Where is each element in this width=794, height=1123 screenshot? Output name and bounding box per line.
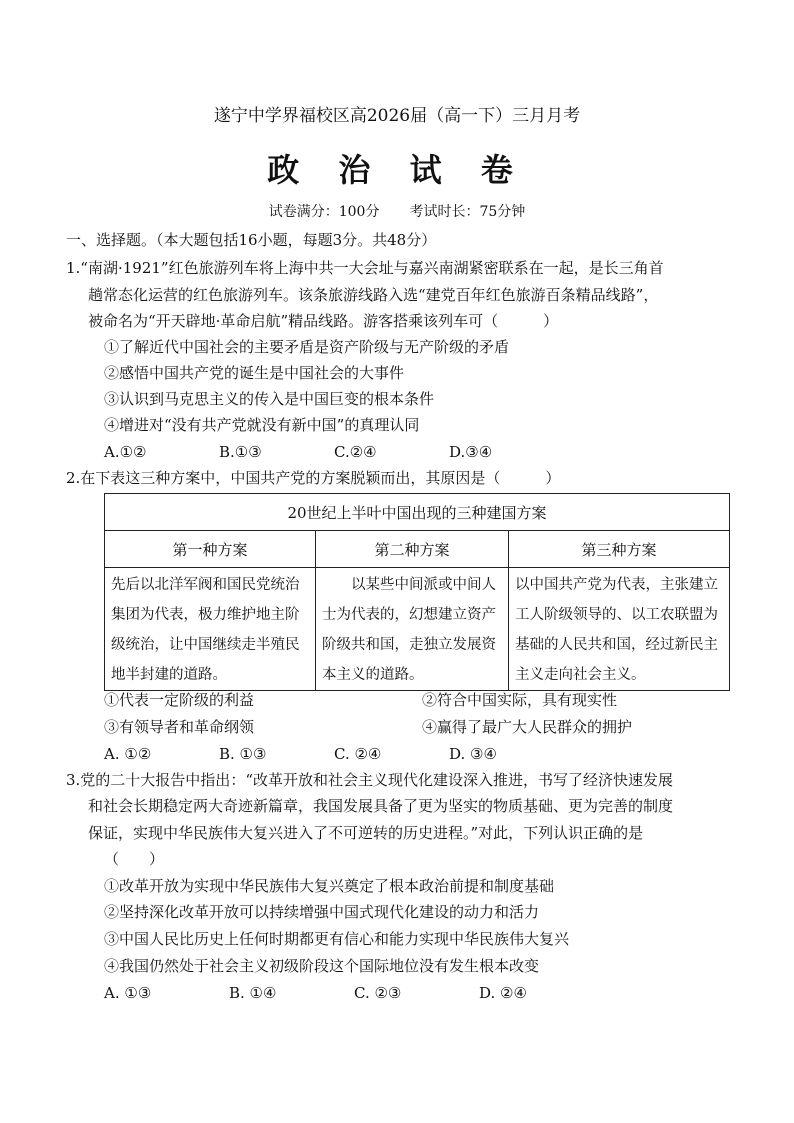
- plans-table-caption: 20世纪上半叶中国出现的三种建国方案: [105, 494, 730, 531]
- q3-stem-line-3: 保证，实现中华民族伟大复兴进入了不可逆转的历史进程。”对此，下列认识正确的是: [88, 824, 644, 842]
- plans-table-cell-3: 以中国共产党为代表，主张建立工人阶级领导的、以工农联盟为基础的人民共和国，经过新民主主义走向社会主义。: [509, 568, 730, 691]
- full-score: 试卷满分：100分: [268, 204, 380, 220]
- q2-item-2: ②符合中国实际，具有现实性: [422, 691, 618, 709]
- q2-option-c[interactable]: C. ②④: [334, 745, 382, 763]
- plans-table-header-1: 第一种方案: [105, 531, 316, 568]
- subject-title: 政 治 试 卷: [267, 151, 527, 189]
- q3-item-3: ③中国人民比历史上任何时期都更有信心和能力实现中华民族伟大复兴: [104, 930, 570, 948]
- plans-table: [104, 493, 730, 691]
- q2-option-a[interactable]: A. ①②: [104, 745, 152, 763]
- q3-option-d[interactable]: D. ②④: [479, 984, 527, 1002]
- q1-stem-line-3: 被命名为“开天辟地·革命启航”精品线路。游客搭乘该列车可（ ）: [88, 312, 559, 330]
- exam-meta: [0, 202, 794, 222]
- q3-item-2: ②坚持深化改革开放可以持续增强中国式现代化建设的动力和活力: [104, 903, 540, 921]
- q2-item-3: ③有领导者和革命纲领: [104, 718, 255, 736]
- q2-items-row-2: [104, 717, 740, 737]
- q1-item-1: ①了解近代中国社会的主要矛盾是资产阶级与无产阶级的矛盾: [104, 338, 510, 356]
- plans-table-header-3: 第三种方案: [509, 531, 730, 568]
- q1-option-c[interactable]: C.②④: [334, 443, 377, 461]
- q3-stem-line-2: 和社会长期稳定两大奇迹新篇章，我国发展具备了更为坚实的物质基础、更为完善的制度: [88, 797, 674, 815]
- q3-options: [104, 983, 604, 1003]
- q1-stem-line-2: 趟常态化运营的红色旅游列车。该条旅游线路入选“建党百年红色旅游百条精品线路”，: [88, 286, 659, 304]
- q2-item-4: ④赢得了最广大人民群众的拥护: [422, 718, 633, 736]
- q1-item-3: ③认识到马克思主义的传入是中国巨变的根本条件: [104, 390, 435, 408]
- q2-options: [104, 744, 564, 764]
- plans-table-header-2: 第二种方案: [316, 531, 509, 568]
- q2-item-1: ①代表一定阶级的利益: [104, 691, 255, 709]
- q3-stem-line-4: （ ）: [104, 850, 165, 868]
- q1-option-a[interactable]: A.①②: [104, 443, 147, 461]
- q1-item-2: ②感悟中国共产党的诞生是中国社会的大事件: [104, 364, 405, 382]
- q2-option-b[interactable]: B. ①③: [219, 745, 267, 763]
- q3-stem-line-1: 3.党的二十大报告中指出：“改革开放和社会主义现代化建设深入推进，书写了经济快速发展: [66, 771, 673, 789]
- q1-options: [104, 442, 564, 462]
- q3-option-a[interactable]: A. ①③: [104, 984, 152, 1002]
- q1-option-d[interactable]: D.③④: [449, 443, 493, 461]
- section-title: 一、选择题。（本大题包括16小题，每题3分。共48分）: [66, 231, 437, 249]
- q1-option-b[interactable]: B.①③: [219, 443, 262, 461]
- q1-stem-line-1: 1.“南湖·1921”红色旅游列车将上海中共一大会址与嘉兴南湖紧密联系在一起，是长三角首: [66, 259, 664, 277]
- q3-option-b[interactable]: B. ①④: [229, 984, 277, 1002]
- plans-table-cell-1: 先后以北洋军阀和国民党统治集团为代表，极力维护地主阶级统治，让中国继续走半殖民地半封建的道路。: [105, 568, 316, 691]
- q2-stem: 2.在下表这三种方案中，中国共产党的方案脱颖而出，其原因是（ ）: [66, 469, 561, 487]
- q3-item-4: ④我国仍然处于社会主义初级阶段这个国际地位没有发生根本改变: [104, 957, 540, 975]
- time-limit: 考试时长：75分钟: [409, 204, 526, 220]
- school-exam-title: 遂宁中学界福校区高2026届（高一下）三月月考: [213, 106, 581, 126]
- plans-table-cell-2: 以某些中间派或中间人士为代表的，幻想建立资产阶级共和国，走独立发展资本主义的道路。: [316, 568, 509, 691]
- q2-items-row-1: [104, 690, 740, 710]
- q3-item-1: ①改革开放为实现中华民族伟大复兴奠定了根本政治前提和制度基础: [104, 877, 555, 895]
- q2-option-d[interactable]: D. ③④: [449, 745, 497, 763]
- q3-option-c[interactable]: C. ②③: [354, 984, 402, 1002]
- q1-item-4: ④增进对“没有共产党就没有新中国”的真理认同: [104, 416, 420, 434]
